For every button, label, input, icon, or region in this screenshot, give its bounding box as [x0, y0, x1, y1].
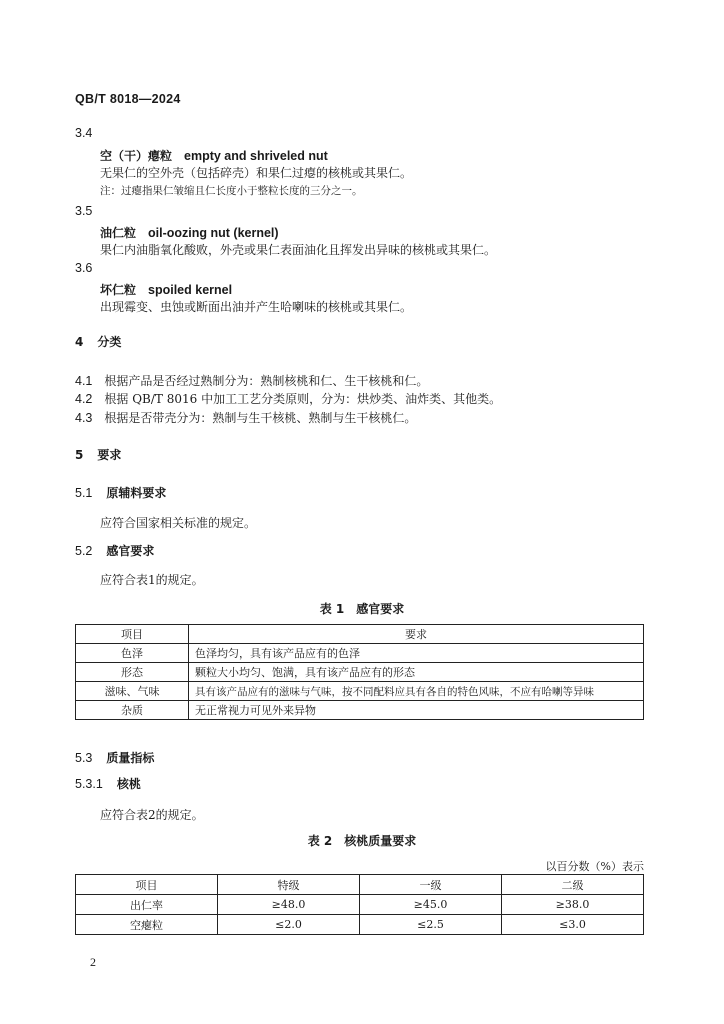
term-cn: 坏仁粒 — [100, 283, 137, 297]
item-text: 根据是否带壳分为：熟制与生干核桃、熟制与生干核桃仁。 — [104, 411, 417, 425]
section-5-heading — [75, 446, 121, 463]
table-header-cell: 要求 — [189, 625, 644, 644]
item-number: 4.1 — [75, 374, 93, 388]
section-4-title: 分类 — [97, 335, 122, 349]
section-3-5-term — [100, 222, 279, 241]
section-5-1-heading — [75, 484, 166, 501]
section-3-6-number: 3.6 — [75, 261, 93, 275]
table-row — [76, 682, 644, 701]
table-row — [76, 915, 644, 935]
term-cn: 油仁粒 — [100, 226, 137, 240]
section-3-6-definition: 出现霉变、虫蚀或断面出油并产生哈喇味的核桃或其果仁。 — [100, 300, 413, 314]
section-4-heading — [75, 333, 121, 350]
table-cell: 杂质 — [76, 701, 189, 720]
section-5-3-number: 5.3 — [75, 751, 93, 765]
section-5-2-text: 应符合表1的规定。 — [100, 573, 204, 587]
standard-number: QB/T 8018—2024 — [75, 92, 181, 106]
section-5-3-heading — [75, 749, 154, 766]
item-number: 4.2 — [75, 392, 93, 406]
section-3-4-definition: 无果仁的空外壳（包括碎壳）和果仁过瘪的核桃或其果仁。 — [100, 166, 413, 180]
item-number: 4.3 — [75, 411, 93, 425]
table-2 — [75, 874, 644, 935]
table-header-cell: 项目 — [76, 625, 189, 644]
table-row — [76, 663, 644, 682]
table-cell: 色泽 — [76, 644, 189, 663]
table-cell: 具有该产品应有的滋味与气味，按不同配料应具有各自的特色风味，不应有哈喇等异味 — [189, 682, 644, 701]
table-row — [76, 644, 644, 663]
section-5-3-1-heading — [75, 775, 141, 792]
table-cell: 颗粒大小均匀、饱满，具有该产品应有的形态 — [189, 663, 644, 682]
table-header-cell: 二级 — [502, 875, 644, 895]
table-cell: ≥48.0 — [218, 895, 360, 915]
section-4-3 — [75, 409, 416, 426]
table-cell: 色泽均匀，具有该产品应有的色泽 — [189, 644, 644, 663]
table-2-unit-note: 以百分数（%）表示 — [545, 860, 644, 873]
section-3-4-term — [100, 145, 328, 164]
table-cell: 无正常视力可见外来异物 — [189, 701, 644, 720]
section-5-1-text: 应符合国家相关标准的规定。 — [100, 516, 257, 530]
table-header-cell: 特级 — [218, 875, 360, 895]
section-5-title: 要求 — [97, 448, 122, 462]
section-5-2-title: 感官要求 — [106, 544, 155, 558]
table-header-cell: 一级 — [360, 875, 502, 895]
table-cell: ≥38.0 — [502, 895, 644, 915]
table-cell: 出仁率 — [76, 895, 218, 915]
section-5-1-number: 5.1 — [75, 486, 93, 500]
table-cell: ≤2.0 — [218, 915, 360, 935]
section-5-number: 5 — [75, 448, 84, 462]
table-cell: 滋味、气味 — [76, 682, 189, 701]
section-4-number: 4 — [75, 335, 84, 349]
section-5-3-title: 质量指标 — [106, 751, 155, 765]
section-3-4-note: 注：过瘪指果仁皱缩且仁长度小于整粒长度的三分之一。 — [100, 185, 363, 197]
section-3-5-number: 3.5 — [75, 204, 93, 218]
term-cn: 空（干）瘪粒 — [100, 149, 173, 163]
table-1-caption: 表 1 感官要求 — [319, 602, 405, 616]
page-number: 2 — [90, 955, 96, 969]
section-5-3-1-text: 应符合表2的规定。 — [100, 808, 204, 822]
section-3-6-term — [100, 279, 232, 298]
term-en: spoiled kernel — [148, 283, 233, 297]
section-5-3-1-number: 5.3.1 — [75, 777, 103, 791]
section-5-3-1-title: 核桃 — [116, 777, 141, 791]
table-cell: ≥45.0 — [360, 895, 502, 915]
section-3-5-definition: 果仁内油脂氧化酸败，外壳或果仁表面油化且挥发出异味的核桃或其果仁。 — [100, 243, 497, 257]
table-row — [76, 895, 644, 915]
item-text: 根据 QB/T 8016 中加工工艺分类原则，分为：烘炒类、油炸类、其他类。 — [104, 392, 502, 406]
section-5-2-heading — [75, 542, 154, 559]
table-cell: ≤2.5 — [360, 915, 502, 935]
section-5-2-number: 5.2 — [75, 544, 93, 558]
section-4-1 — [75, 372, 428, 389]
section-3-4-number: 3.4 — [75, 126, 93, 140]
section-5-1-title: 原辅料要求 — [106, 486, 167, 500]
table-cell: 形态 — [76, 663, 189, 682]
term-en: empty and shriveled nut — [184, 149, 328, 163]
table-header-row — [76, 625, 644, 644]
table-cell: 空瘪粒 — [76, 915, 218, 935]
table-2-caption: 表 2 核桃质量要求 — [307, 834, 417, 848]
table-row — [76, 701, 644, 720]
item-text: 根据产品是否经过熟制分为：熟制核桃和仁、生干核桃和仁。 — [104, 374, 429, 388]
term-en: oil-oozing nut (kernel) — [148, 226, 279, 240]
table-1 — [75, 624, 644, 720]
table-header-cell: 项目 — [76, 875, 218, 895]
table-header-row — [76, 875, 644, 895]
table-cell: ≤3.0 — [502, 915, 644, 935]
section-4-2 — [75, 390, 501, 407]
